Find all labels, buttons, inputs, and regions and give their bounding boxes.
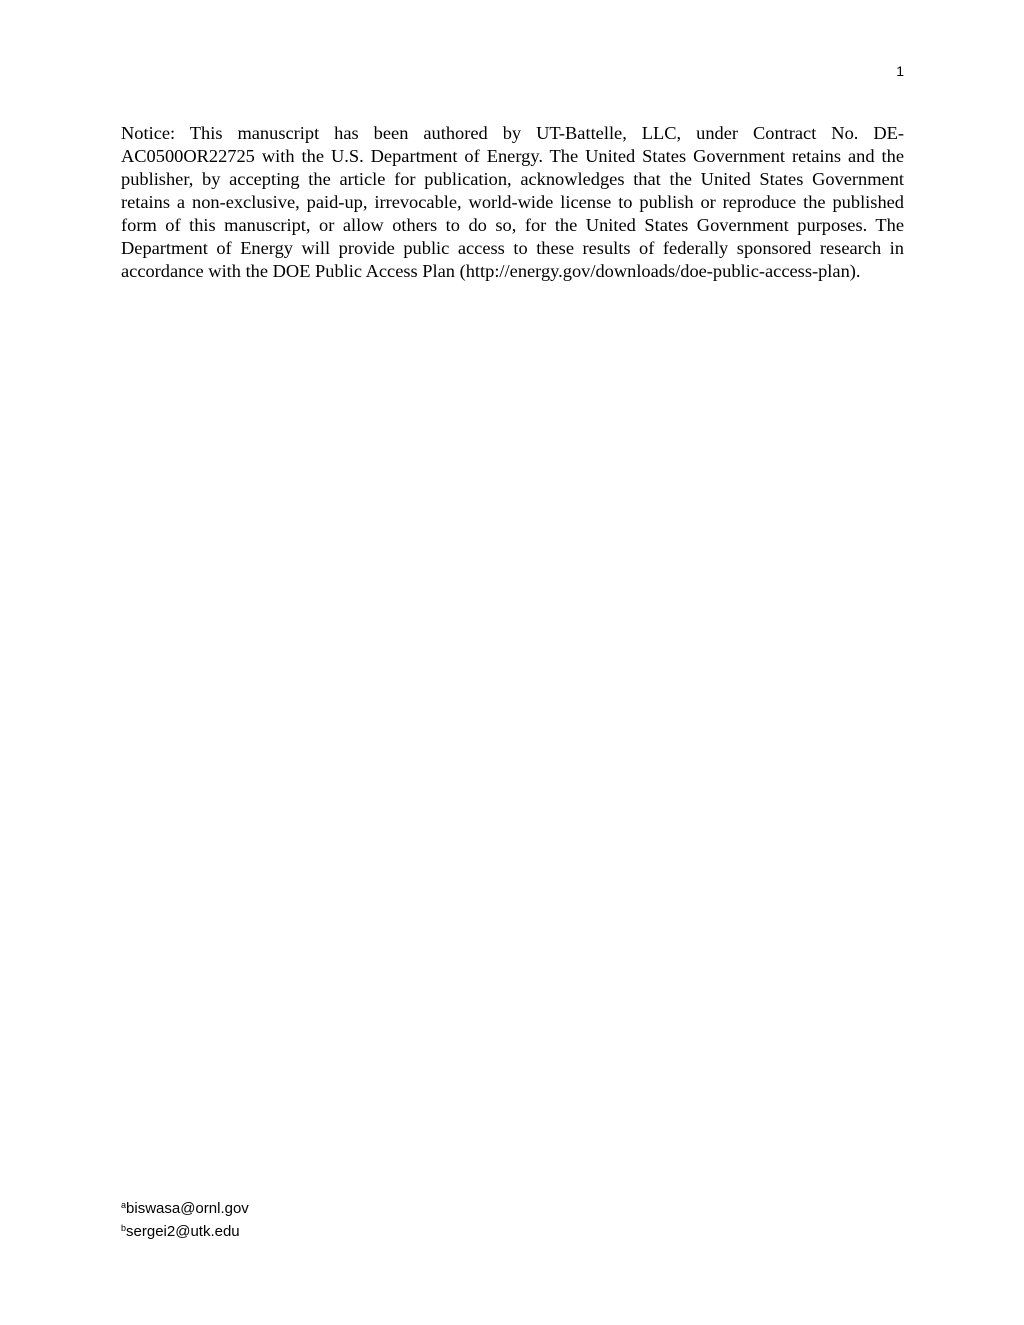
footnote-marker-b: b [121, 1223, 127, 1233]
footnote-author-a [121, 1197, 249, 1220]
footnote-email-a: biswasa@ornl.gov [126, 1200, 249, 1217]
footnote-marker-a: a [121, 1200, 127, 1210]
copyright-notice-paragraph: Notice: This manuscript has been authored by UT-Battelle, LLC, under Contract No. DE-AC0500OR22725 with the U.S. Department of Energy. The United States Government retains and the publisher, by accepting the article for publication, acknowledges that the United States Government retains a non-exclusive, paid-up, irrevocable, world-wide license to publish or reproduce the published form of this manuscript, or allow others to do so, for the United States Government purposes. The Department of Energy will provide public access to these results of federally sponsored research in accordance with the DOE Public Access Plan (http://energy.gov/downloads/doe-public-access-plan). [121, 123, 904, 281]
footnote-author-b [121, 1220, 249, 1243]
footnotes [121, 1197, 249, 1243]
page-number: 1 [896, 63, 904, 79]
footnote-email-b: sergei2@utk.edu [126, 1223, 240, 1240]
